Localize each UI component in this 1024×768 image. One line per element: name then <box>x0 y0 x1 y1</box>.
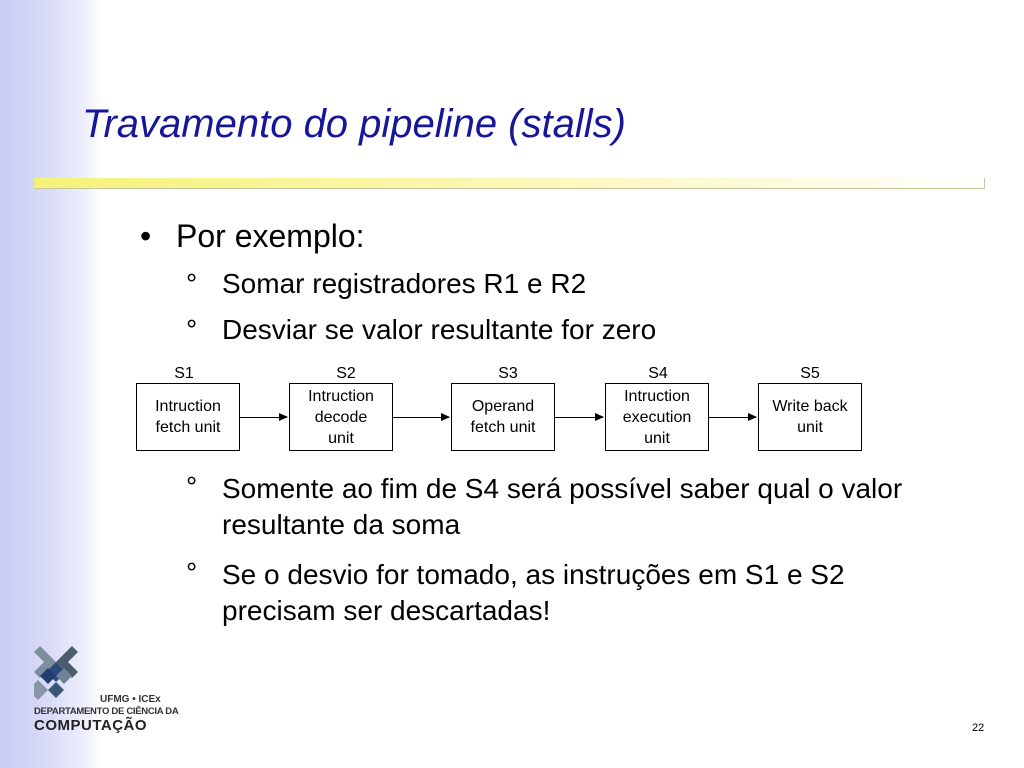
sub-bullet-2-text: Desviar se valor resultante for zero <box>222 314 657 345</box>
sub-bullet-3-text: Somente ao fim de S4 será possível saber qual o valor resultante da soma <box>222 473 903 540</box>
unit-box-execution <box>605 383 709 451</box>
unit-box-decode <box>289 383 393 451</box>
stage-label-s4: S4 <box>648 365 668 382</box>
bullet-mark: • <box>140 218 152 254</box>
page-number: 22 <box>972 722 985 734</box>
sub-bullet-4-text: Se o desvio for tomado, as instruções em S1 e S2 precisam ser descartadas! <box>222 559 845 626</box>
dcc-logo-icon <box>34 646 78 704</box>
stage-label-s5: S5 <box>800 365 820 382</box>
unit-text-execution: Intruction execution unit <box>622 387 692 447</box>
unit-box-fetch <box>136 383 240 451</box>
sub-bullet-mark: ° <box>186 471 198 502</box>
bullet-main-text: Por exemplo: <box>176 218 365 254</box>
logo-line-3: COMPUTAÇÃO <box>34 717 148 734</box>
stage-label-s1: S1 <box>174 365 194 382</box>
stage-label-s2: S2 <box>336 365 356 382</box>
logo-line-1: UFMG • ICEx <box>100 694 161 705</box>
arrow-s4-s5 <box>709 417 756 418</box>
sub-bullet-mark: ° <box>186 268 198 299</box>
stage-label-s3: S3 <box>498 365 518 382</box>
unit-text-writeback: Write back unit <box>772 398 848 436</box>
unit-text-operand: Operand fetch unit <box>470 398 536 436</box>
bullet-main <box>140 218 365 255</box>
unit-box-operand <box>451 383 555 451</box>
sub-bullet-mark: ° <box>186 557 198 588</box>
arrow-s3-s4 <box>555 417 603 418</box>
logo-line-2: DEPARTAMENTO DE CIÊNCIA DA <box>34 706 179 717</box>
arrow-s1-s2 <box>240 417 287 418</box>
arrow-s2-s3 <box>393 417 449 418</box>
unit-text-fetch: Intruction fetch unit <box>155 398 221 436</box>
unit-box-writeback <box>758 383 862 451</box>
sub-bullet-1-text: Somar registradores R1 e R2 <box>222 268 587 299</box>
slide-title: Travamento do pipeline (stalls) <box>82 102 626 146</box>
sub-bullet-mark: ° <box>186 314 198 345</box>
unit-text-decode: Intruction decode unit <box>308 387 374 447</box>
title-divider <box>34 178 985 189</box>
